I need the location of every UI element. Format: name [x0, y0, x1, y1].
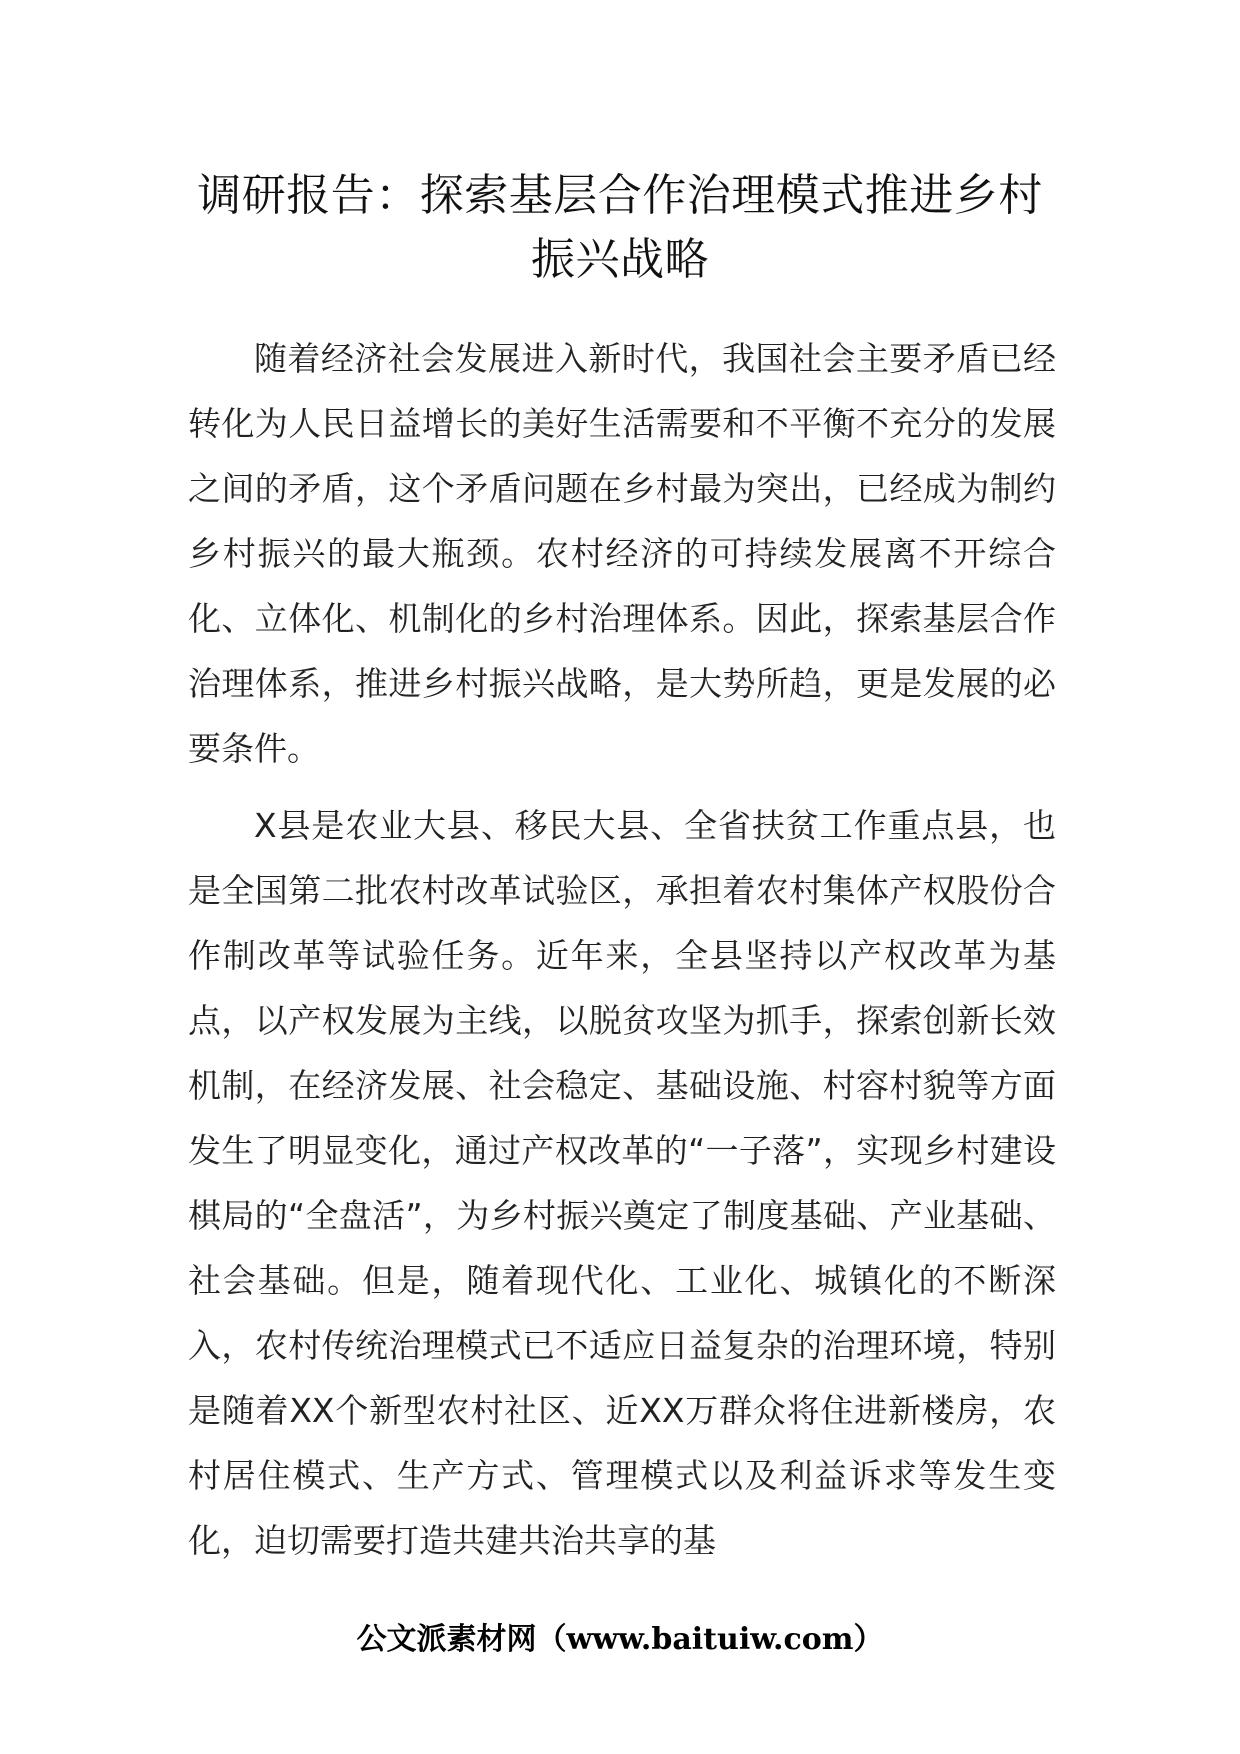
document-body [188, 326, 1056, 1585]
paragraph-2: X县是农业大县、移民大县、全省扶贫工作重点县，也是全国第二批农村改革试验区，承担着农村集体产权股份合作制改革等试验任务。近年来，全县坚持以产权改革为基点，以产权发展为主线，以脱贫攻坚为抓手，探索创新长效机制，在经济发展、社会稳定、基础设施、村容村貌等方面发生了明显变化，通过产权改革的“一子落”，实现乡村建设棋局的“全盘活”，为乡村振兴奠定了制度基础、产业基础、社会基础。但是，随着现代化、工业化、城镇化的不断深入，农村传统治理模式已不适应日益复杂的治理环境，特别是随着XX个新型农村社区、近XX万群众将住进新楼房，农村居住模式、生产方式、管理模式以及利益诉求等发生变化，迫切需要打造共建共治共享的基 [188, 806, 1056, 1560]
footer-source-text: 公文派素材网（www.baituiw.com） [356, 1622, 884, 1657]
document-title: 调研报告：探索基层合作治理模式推进乡村振兴战略 [197, 170, 1043, 285]
paragraph-1: 随着经济社会发展进入新时代，我国社会主要矛盾已经转化为人民日益增长的美好生活需要和不平衡不充分的发展之间的矛盾，这个矛盾问题在乡村最为突出，已经成为制约乡村振兴的最大瓶颈。农村经济的可持续发展离不开综合化、立体化、机制化的乡村治理体系。因此，探索基层合作治理体系，推进乡村振兴战略，是大势所趋，更是发展的必要条件。 [188, 339, 1056, 768]
